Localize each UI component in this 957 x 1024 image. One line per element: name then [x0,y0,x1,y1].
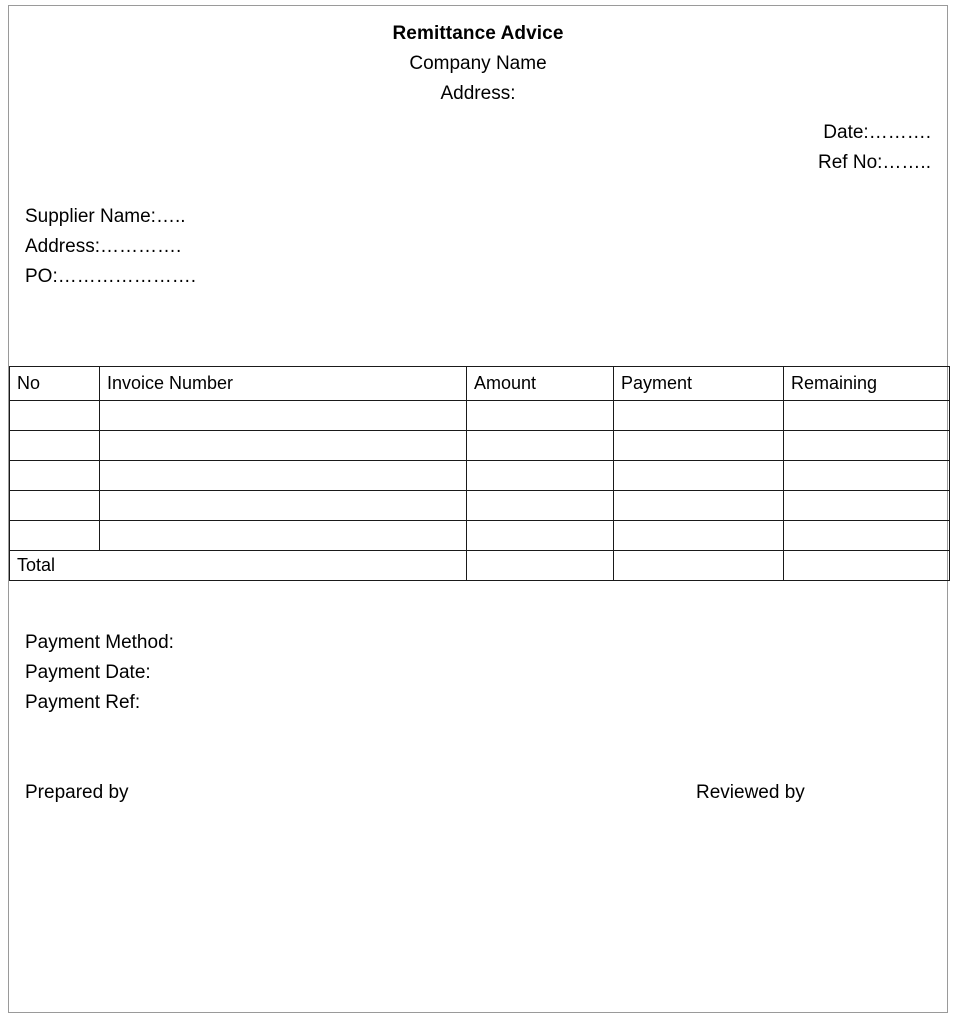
reviewed-by-label: Reviewed by [696,782,805,803]
cell-amount[interactable] [467,461,614,491]
cell-invoice-number[interactable] [100,461,467,491]
total-label: Total [10,551,467,581]
cell-no[interactable] [10,491,100,521]
column-header-no: No [10,367,100,401]
cell-remaining[interactable] [784,401,950,431]
cell-payment[interactable] [614,461,784,491]
column-header-payment: Payment [614,367,784,401]
cell-amount[interactable] [467,491,614,521]
supplier-address-field: Address:…………. [25,236,182,257]
payment-ref-field: Payment Ref: [25,692,141,713]
total-remaining[interactable] [784,551,950,581]
table-row [10,461,950,491]
date-field: Date:………. [823,122,931,143]
cell-no[interactable] [10,521,100,551]
cell-remaining[interactable] [784,521,950,551]
table-total-row [10,551,950,581]
cell-payment[interactable] [614,521,784,551]
cell-remaining[interactable] [784,431,950,461]
total-amount[interactable] [467,551,614,581]
cell-remaining[interactable] [784,461,950,491]
payment-date-field: Payment Date: [25,662,151,683]
table-row [10,521,950,551]
document-page [8,5,948,1013]
table-row [10,401,950,431]
cell-amount[interactable] [467,521,614,551]
invoice-table-container [9,366,949,581]
cell-remaining[interactable] [784,491,950,521]
cell-amount[interactable] [467,431,614,461]
invoice-table [9,366,950,581]
cell-payment[interactable] [614,431,784,461]
cell-amount[interactable] [467,401,614,431]
supplier-po-field: PO:…………………. [25,266,197,287]
cell-invoice-number[interactable] [100,521,467,551]
total-payment[interactable] [614,551,784,581]
cell-payment[interactable] [614,491,784,521]
table-row [10,491,950,521]
payment-method-field: Payment Method: [25,632,174,653]
document-meta [9,118,947,178]
cell-invoice-number[interactable] [100,401,467,431]
document-header [9,6,947,109]
payment-details-block [9,628,174,718]
column-header-invoice-number: Invoice Number [100,367,467,401]
supplier-block [9,202,947,292]
company-name: Company Name [409,53,547,74]
cell-invoice-number[interactable] [100,431,467,461]
cell-no[interactable] [10,461,100,491]
page-title: Remittance Advice [392,23,564,44]
ref-no-field: Ref No:…….. [818,152,931,173]
supplier-name-field: Supplier Name:….. [25,206,186,227]
table-row [10,431,950,461]
cell-invoice-number[interactable] [100,491,467,521]
cell-payment[interactable] [614,401,784,431]
table-header-row [10,367,950,401]
prepared-by-label: Prepared by [25,782,129,803]
column-header-amount: Amount [467,367,614,401]
cell-no[interactable] [10,401,100,431]
column-header-remaining: Remaining [784,367,950,401]
cell-no[interactable] [10,431,100,461]
company-address-label: Address: [440,83,516,104]
